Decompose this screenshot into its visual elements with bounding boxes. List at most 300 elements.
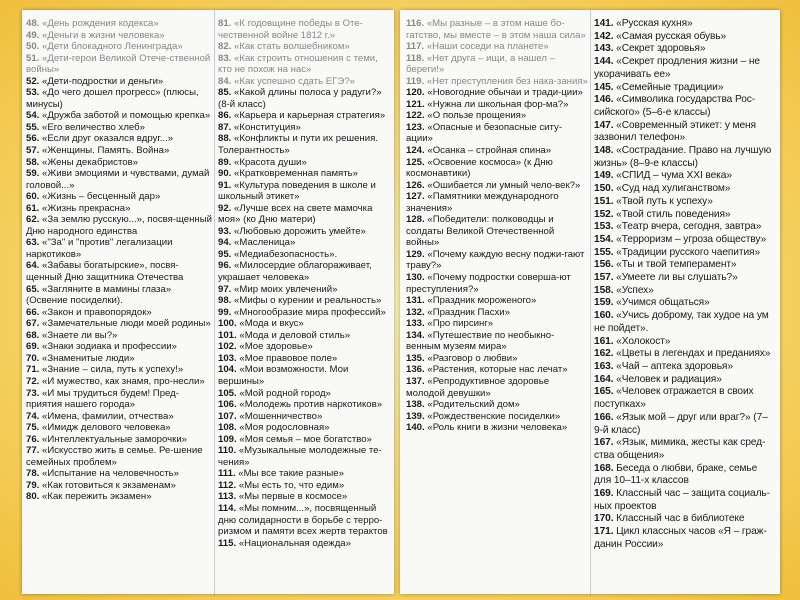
topic-number: 53. <box>26 87 40 99</box>
topic-item <box>26 203 212 215</box>
topic-title: «Деньги в жизни человека» <box>42 29 165 41</box>
left-page <box>22 10 394 594</box>
topic-item <box>594 196 776 209</box>
topic-number: 114. <box>218 502 237 514</box>
topic-item <box>26 330 212 342</box>
topic-title: «Про пирсинг» <box>427 318 494 330</box>
right-page <box>400 10 780 594</box>
topic-title: «Моя семья – мое богатство» <box>239 433 372 445</box>
topic-number: 69. <box>26 341 40 353</box>
topic-title: «Медиабезопасность». <box>234 248 338 260</box>
topic-number: 122. <box>406 110 425 122</box>
topic-number: 138. <box>406 399 425 411</box>
topic-title: «Мой родной город» <box>239 387 331 399</box>
topic-item <box>218 411 390 423</box>
topic-number: 103. <box>218 352 237 364</box>
topic-title: «Любовью дорожить умейте» <box>234 225 366 237</box>
topic-title: «Карьера и карьерная стратегия» <box>234 110 386 122</box>
topic-item <box>594 82 776 95</box>
topic-title: «Почему подростки соверша-ют преступления?» <box>406 272 571 295</box>
topic-item <box>594 437 776 462</box>
topic-number: 145. <box>594 81 614 93</box>
left-page-column-1 <box>26 18 212 590</box>
topic-number: 132. <box>406 306 425 318</box>
topic-number: 151. <box>594 195 614 207</box>
topic-item <box>26 445 212 468</box>
topic-number: 95. <box>218 248 232 260</box>
topic-number: 137. <box>406 375 425 387</box>
topic-title: «Жены декабристов» <box>42 156 139 168</box>
topic-number: 112. <box>218 479 237 491</box>
topic-title: «Самая русская обувь» <box>616 30 727 42</box>
topic-item <box>594 488 776 513</box>
column-divider <box>214 10 215 594</box>
topic-number: 91. <box>218 179 232 191</box>
topic-title: «Цветы в легендах и преданиях» <box>616 348 771 360</box>
topic-item <box>406 180 588 192</box>
topic-title: «Мое правовое поле» <box>239 352 338 364</box>
topic-item <box>218 538 390 550</box>
topic-title: «До чего дошел прогресс» (плюсы, минусы) <box>26 87 199 110</box>
topic-number: 51. <box>26 52 40 64</box>
topic-title: «Мое здоровье» <box>239 341 313 353</box>
topic-title: «И мы трудиться будем! Пред-приятия нашего города» <box>26 387 179 411</box>
topic-number: 93. <box>218 225 232 237</box>
topic-title: «О пользе прощения» <box>427 110 527 122</box>
right-page-column-2 <box>594 18 776 590</box>
topic-title: «Терроризм – угроза обществу» <box>616 233 767 245</box>
topic-item <box>218 364 390 387</box>
topic-number: 92. <box>218 202 232 214</box>
topic-number: 165. <box>594 386 614 398</box>
topic-item <box>218 168 390 180</box>
topic-number: 127. <box>406 191 425 203</box>
topic-title: «К годовщине победы в Оте-чественной войне 1812 г.» <box>218 18 363 41</box>
topic-title: «Красота души» <box>234 156 307 168</box>
topic-item <box>26 76 212 88</box>
topic-number: 141. <box>594 18 614 29</box>
topic-item <box>218 503 390 538</box>
topic-number: 171. <box>594 526 614 538</box>
topic-item <box>406 399 588 411</box>
topic-number: 136. <box>406 364 425 376</box>
topic-item <box>406 191 588 214</box>
topic-title: «Умеете ли вы слушать?» <box>616 272 738 284</box>
topic-number: 81. <box>218 18 232 29</box>
topic-item <box>26 87 212 110</box>
topic-item <box>594 526 776 551</box>
topic-title: «Нет преступления без нака-зания» <box>426 75 588 87</box>
topic-number: 155. <box>594 246 614 258</box>
topic-number: 119. <box>406 75 425 87</box>
topic-item <box>406 307 588 319</box>
topic-item <box>26 110 212 122</box>
topic-title: Классный час – защита социаль-ных проектов <box>594 488 770 512</box>
topic-number: 86. <box>218 110 232 122</box>
topic-title: «Имена, фамилии, отчества» <box>42 410 174 422</box>
topic-title: «Мы есть то, что едим» <box>238 479 345 491</box>
topic-item <box>406 145 588 157</box>
topic-number: 166. <box>594 411 614 423</box>
topic-number: 61. <box>26 202 40 214</box>
topic-title: «Символика государства Рос-сийского» (5–6-е классы) <box>594 94 756 118</box>
topic-number: 101. <box>218 329 237 341</box>
topic-item <box>26 168 212 191</box>
topic-title: «Мы первые в космосе» <box>238 491 348 503</box>
topic-title: «Лучше всех на свете мамочка моя» (ко Дню матери) <box>218 202 373 226</box>
topic-title: «Жизнь прекрасна» <box>42 202 131 214</box>
topic-title: «Нужна ли школьная фор-ма?» <box>427 98 569 110</box>
topic-item <box>594 374 776 387</box>
topic-number: 134. <box>406 329 425 341</box>
topic-number: 170. <box>594 513 614 525</box>
topic-item <box>406 295 588 307</box>
topic-title: «Национальная одежда» <box>238 537 351 549</box>
topic-title: «Дружба заботой и помощью крепка» <box>42 110 211 122</box>
topic-item <box>594 247 776 260</box>
topic-item <box>594 94 776 119</box>
topic-number: 125. <box>406 156 425 168</box>
topic-item <box>594 18 776 31</box>
topic-title: «Музыкальные молодежные те-чения» <box>218 445 382 468</box>
topic-item <box>26 145 212 157</box>
topic-item <box>26 30 212 42</box>
topic-item <box>26 422 212 434</box>
topic-item <box>218 110 390 122</box>
topic-number: 54. <box>26 110 40 122</box>
topic-number: 133. <box>406 318 425 330</box>
topic-title: «Праздник мороженого» <box>427 295 537 307</box>
topic-item <box>594 336 776 349</box>
topic-number: 126. <box>406 179 425 191</box>
topic-number: 115. <box>218 537 237 549</box>
topic-number: 97. <box>218 283 232 295</box>
topic-number: 152. <box>594 208 614 220</box>
topic-number: 146. <box>594 94 614 106</box>
topic-item <box>406 41 588 53</box>
topic-title: «Семейные традиции» <box>616 81 724 93</box>
topic-title: «Сострадание. Право на лучшую жизнь» (8–9-е классы) <box>594 145 772 169</box>
topic-number: 94. <box>218 237 232 249</box>
topic-item <box>594 463 776 488</box>
topic-title: «Секрет продления жизни – не укорачивать ее» <box>594 56 760 80</box>
topic-item <box>406 330 588 353</box>
topic-item <box>218 341 390 353</box>
topic-item <box>218 491 390 503</box>
topic-item <box>218 399 390 411</box>
topic-title: «Человек и радиация» <box>616 373 722 385</box>
topic-item <box>26 480 212 492</box>
topic-item <box>26 284 212 307</box>
topic-title: «Мы разные – в этом наше бо-гатство, мы вместе – в этом наша сила» <box>406 18 586 41</box>
topic-item <box>218 18 390 41</box>
topic-number: 82. <box>218 41 232 53</box>
topic-item <box>406 122 588 145</box>
topic-title: «Освоение космоса» (к Дню космонавтики) <box>406 156 553 180</box>
topic-title: «Мода и вкус» <box>239 318 304 330</box>
topic-item <box>594 31 776 44</box>
topic-number: 124. <box>406 145 425 157</box>
topic-number: 70. <box>26 352 40 364</box>
topic-title: «Нет друга – ищи, а нашел – береги!» <box>406 52 555 76</box>
topic-item <box>26 388 212 411</box>
topic-number: 167. <box>594 437 614 449</box>
topic-item <box>218 53 390 76</box>
topic-title: «Наши соседи на планете» <box>426 41 549 53</box>
topic-number: 157. <box>594 272 614 284</box>
topic-title: «Холокост» <box>616 335 671 347</box>
topic-number: 55. <box>26 121 40 133</box>
topic-number: 143. <box>594 43 614 55</box>
topic-number: 159. <box>594 297 614 309</box>
topic-item <box>594 209 776 222</box>
topic-title: «Твой путь к успеху» <box>616 195 713 207</box>
topic-title: «Учимся общаться» <box>616 297 710 309</box>
topic-title: «Если друг оказался вдруг...» <box>42 133 174 145</box>
topic-number: 72. <box>26 375 40 387</box>
topic-item <box>406 157 588 180</box>
topic-title: «Забавы богатырские», посвя-щенный Дню защитника Отечества <box>26 260 184 284</box>
topic-number: 106. <box>218 399 237 411</box>
topic-item <box>406 18 588 41</box>
topic-item <box>218 203 390 226</box>
topic-title: «Культура поведения в школе и школьный этикет» <box>218 179 376 203</box>
topic-item <box>406 422 588 434</box>
topic-title: Цикл классных часов «Я – граж-данин России» <box>594 526 767 550</box>
topic-title: «Опасные и безопасные ситу-ации» <box>406 121 563 145</box>
topic-title: «Закон и правопорядок» <box>42 306 152 318</box>
topic-item <box>594 297 776 310</box>
topic-title: «Язык, мимика, жесты как сред-ства общения» <box>594 437 766 461</box>
topic-number: 58. <box>26 156 40 168</box>
topic-item <box>218 434 390 446</box>
topic-item <box>406 53 588 76</box>
topic-item <box>218 318 390 330</box>
topic-number: 129. <box>406 248 425 260</box>
topic-item <box>594 272 776 285</box>
topic-title: «Конфликты и пути их решения. Толерантность» <box>218 133 378 157</box>
topic-item <box>26 133 212 145</box>
topic-title: «Роль книги в жизни человека» <box>427 422 568 434</box>
topic-item <box>26 307 212 319</box>
topic-item <box>406 272 588 295</box>
topic-item <box>26 122 212 134</box>
topic-number: 169. <box>594 488 614 500</box>
topic-title: «Традиции русского чаепития» <box>616 246 761 258</box>
topic-title: «Русская кухня» <box>616 18 693 29</box>
topic-number: 113. <box>218 491 237 503</box>
topic-number: 160. <box>594 310 614 322</box>
topic-item <box>26 468 212 480</box>
topic-item <box>594 221 776 234</box>
topic-number: 60. <box>26 191 40 203</box>
topic-title: «Его величество хлеб» <box>42 121 145 133</box>
topic-item <box>406 99 588 111</box>
topic-item <box>218 226 390 238</box>
topic-number: 89. <box>218 156 232 168</box>
topic-number: 139. <box>406 410 425 422</box>
column-divider <box>590 10 591 594</box>
topic-number: 56. <box>26 133 40 145</box>
topic-item <box>594 361 776 374</box>
topic-item <box>26 434 212 446</box>
topic-title: «Конституция» <box>234 121 301 133</box>
topic-item <box>218 388 390 400</box>
topic-title: Классный час в библиотеке <box>616 513 745 525</box>
topic-title: «Женщины. Память. Война» <box>42 145 170 157</box>
topic-title: «Мир моих увлечений» <box>234 283 338 295</box>
topic-title: «"За" и "против" легализации наркотиков» <box>26 237 173 260</box>
topic-number: 74. <box>26 410 40 422</box>
topic-item <box>594 170 776 183</box>
topic-title: «Суд над хулиганством» <box>616 183 731 195</box>
topic-title: «Победители: полководцы и солдаты Великой Отечественной войны» <box>406 214 555 249</box>
topic-title: «Масленица» <box>234 237 296 249</box>
topic-item <box>406 214 588 249</box>
topic-item <box>26 318 212 330</box>
topic-title: «За землю русскую...», посвя-щенный Дню народного единства <box>26 214 212 237</box>
topic-title: «Живи эмоциями и чувствами, думай головой...» <box>26 168 210 191</box>
topic-number: 163. <box>594 360 614 372</box>
topic-number: 50. <box>26 41 40 53</box>
topic-title: «Осанка – стройная спина» <box>427 145 552 157</box>
topic-title: «Растения, которые нас лечат» <box>427 364 568 376</box>
topic-item <box>26 191 212 203</box>
topic-item <box>26 353 212 365</box>
topic-number: 78. <box>26 468 40 480</box>
topic-title: «Знаете ли вы?» <box>42 329 118 341</box>
topic-title: «Ты и твой темперамент» <box>616 259 737 271</box>
topic-item <box>594 310 776 335</box>
topic-item <box>218 122 390 134</box>
topic-number: 168. <box>594 462 614 474</box>
left-page-column-2 <box>218 18 390 590</box>
topic-title: «Дети блокадного Ленинграда» <box>42 41 183 53</box>
topic-title: «Новогодние обычаи и тради-ции» <box>427 87 583 99</box>
topic-item <box>218 76 390 88</box>
topic-title: «Учись доброму, так худое на ум не пойдет». <box>594 310 769 334</box>
topic-item <box>218 307 390 319</box>
topic-number: 142. <box>594 30 614 42</box>
topic-item <box>26 411 212 423</box>
topic-number: 68. <box>26 329 40 341</box>
topic-number: 135. <box>406 352 425 364</box>
topic-number: 83. <box>218 52 232 64</box>
topic-item <box>218 249 390 261</box>
topic-title: «Молодежь против наркотиков» <box>239 399 383 411</box>
topic-number: 67. <box>26 318 40 330</box>
topic-number: 66. <box>26 306 40 318</box>
topic-number: 118. <box>406 52 425 64</box>
topic-number: 109. <box>218 433 237 445</box>
topic-title: «Мифы о курении и реальность» <box>234 295 382 307</box>
topic-title: «Как успешно сдать ЕГЭ?» <box>234 75 355 87</box>
topic-number: 154. <box>594 233 614 245</box>
topic-item <box>594 234 776 247</box>
topic-title: «Мы помним...», посвященный дню солидарности в борьбе с терро-ризмом и памяти всех жертв терактов <box>218 502 388 538</box>
topic-title: «Какой длины полоса у радуги?» (8-й класс) <box>218 87 382 110</box>
topic-number: 153. <box>594 221 614 233</box>
topic-number: 111. <box>218 468 236 480</box>
topic-item <box>218 330 390 342</box>
topic-item <box>594 348 776 361</box>
topic-number: 116. <box>406 18 425 29</box>
topic-title: «Родительский дом» <box>427 399 520 411</box>
topic-title: «Язык мой – друг или враг?» (7–9-й класс) <box>594 411 768 436</box>
topic-title: «Испытание на человечность» <box>42 468 179 480</box>
topic-title: «Жизнь – бесценный дар» <box>42 191 161 203</box>
topic-item <box>218 157 390 169</box>
topic-title: «Знаменитые люди» <box>42 352 135 364</box>
topic-item <box>406 249 588 272</box>
topic-number: 71. <box>26 364 40 376</box>
topic-number: 131. <box>406 295 425 307</box>
topic-item <box>218 422 390 434</box>
topic-title: «Замечательные люди моей родины» <box>42 318 211 330</box>
topic-title: «Знаки зодиака и профессии» <box>42 341 177 353</box>
topic-title: «Секрет здоровья» <box>616 43 706 55</box>
topic-number: 120. <box>406 87 425 99</box>
topic-title: «Дети-герои Великой Отече-ственной войны» <box>26 52 211 76</box>
topic-number: 48. <box>26 18 40 29</box>
topic-number: 107. <box>218 410 237 422</box>
topic-number: 57. <box>26 145 40 157</box>
topic-title: «Мы все такие разные» <box>238 468 344 480</box>
topic-number: 102. <box>218 341 237 353</box>
topic-item <box>594 259 776 272</box>
topic-number: 105. <box>218 387 237 399</box>
topic-number: 149. <box>594 170 614 182</box>
topic-number: 104. <box>218 364 237 376</box>
topic-number: 63. <box>26 237 40 249</box>
topic-item <box>594 386 776 411</box>
topic-number: 110. <box>218 445 237 457</box>
topic-number: 59. <box>26 168 40 180</box>
topic-title: «Разговор о любви» <box>427 352 518 364</box>
topic-number: 62. <box>26 214 40 226</box>
topic-item <box>26 214 212 237</box>
topic-number: 121. <box>406 98 425 110</box>
topic-number: 144. <box>594 56 614 68</box>
topic-item <box>26 18 212 30</box>
topic-title: «Ошибается ли умный чело-век?» <box>427 179 581 191</box>
topic-item <box>218 480 390 492</box>
topic-item <box>406 76 588 88</box>
topic-title: «Интеллектуальные заморочки» <box>42 433 188 445</box>
topic-item <box>26 157 212 169</box>
topic-title: «Как строить отношения с теми, кто не похож на нас» <box>218 52 378 76</box>
topic-item <box>218 468 390 480</box>
topic-title: «И мужество, как знамя, про-несли» <box>42 375 205 387</box>
topic-number: 158. <box>594 284 614 296</box>
topic-number: 148. <box>594 145 614 157</box>
topic-title: «Праздник Пасхи» <box>427 306 510 318</box>
topic-number: 130. <box>406 272 425 284</box>
right-page-column-1 <box>406 18 588 590</box>
topic-title: «Искусство жить в семье. Ре-шение семейных проблем» <box>26 445 203 468</box>
topic-title: «Путешествие по необыкно-венным музеям мира» <box>406 329 555 353</box>
topic-title: «Как пережить экзамен» <box>42 491 152 503</box>
topic-title: «Рождественские посиделки» <box>427 410 561 422</box>
topic-number: 88. <box>218 133 232 145</box>
topic-title: «Мошенничество» <box>239 410 323 422</box>
topic-item <box>594 120 776 145</box>
topic-number: 108. <box>218 422 237 434</box>
topic-number: 73. <box>26 387 40 399</box>
topic-item <box>218 353 390 365</box>
topic-number: 99. <box>218 306 232 318</box>
topic-item <box>218 41 390 53</box>
